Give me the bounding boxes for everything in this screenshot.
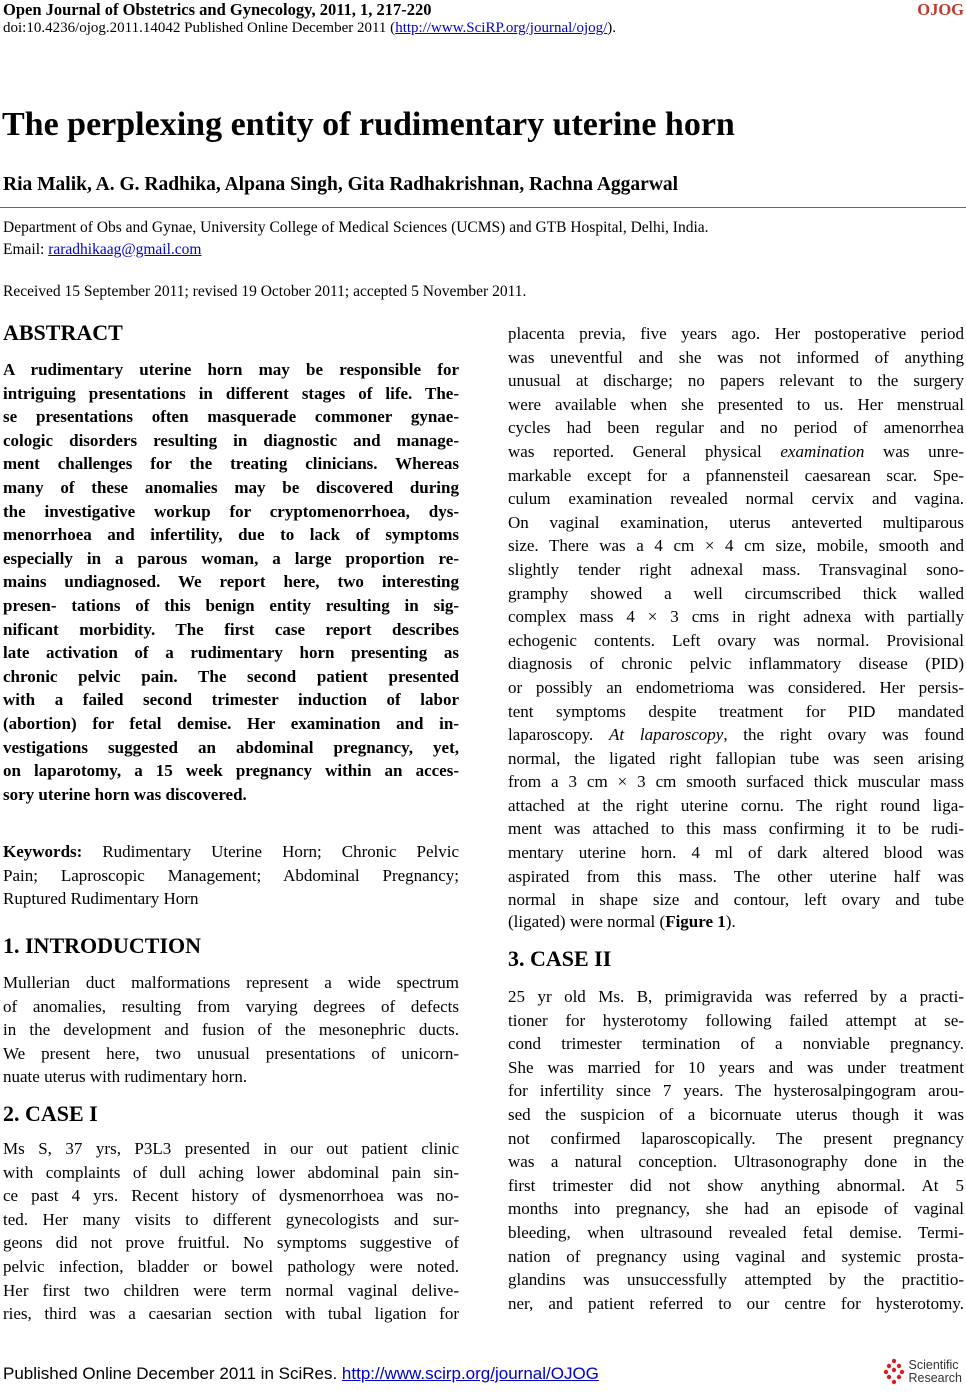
text-line: glandins was unsuccessfully attempted by the practitio- bbox=[508, 1270, 964, 1290]
email-label: Email: bbox=[3, 241, 49, 258]
received-dates: Received 15 September 2011; revised 19 October 2011; accepted 5 November 2011. bbox=[3, 283, 527, 300]
text-line: the investigative workup for cryptomenorrhoea, dys- bbox=[3, 501, 459, 521]
author-list: Ria Malik, A. G. Radhika, Alpana Singh, Gita Radhakrishnan, Rachna Aggarwal bbox=[3, 174, 679, 195]
text-line: attached at the right uterine cornu. The right round liga- bbox=[508, 795, 964, 815]
text-line: intriguing presentations in different stages of life. The- bbox=[3, 383, 459, 403]
text-line: from a 3 cm × 3 cm smooth surfaced thick muscular mass bbox=[508, 772, 964, 792]
journal-abbreviation: OJOG bbox=[917, 0, 964, 19]
text-line: vestigations suggested an abdominal pregnancy, yet, bbox=[3, 737, 459, 757]
text-line: nation of pregnancy using vaginal and systemic prosta- bbox=[508, 1246, 964, 1266]
text-line: months into pregnancy, she had an episode of vaginal bbox=[508, 1199, 964, 1219]
footer-journal-link[interactable]: http://www.scirp.org/journal/OJOG bbox=[341, 1364, 599, 1383]
keywords-line: Pain; Laproscopic Management; Abdominal Pregnancy; bbox=[3, 865, 459, 885]
introduction-body bbox=[3, 971, 459, 1089]
text-line: echogenic contents. Left ovary was normal. Provisional bbox=[508, 630, 964, 650]
text-line: Mullerian duct malformations represent a wide spectrum bbox=[3, 973, 459, 992]
paper-title: The perplexing entity of rudimentary uterine horn bbox=[2, 106, 735, 143]
text-line: menorrhoea and infertility, due to lack of symptoms bbox=[3, 525, 459, 545]
text-line: aspirated from this mass. The other uterine half was bbox=[508, 866, 964, 886]
text-line: sory uterine horn was discovered. bbox=[3, 784, 247, 804]
text-line: We present here, two unusual presentations of unicorn- bbox=[3, 1043, 459, 1063]
text-line: tioner for hysterotomy following failed attempt at se- bbox=[508, 1010, 964, 1030]
text-line: for infertility since 7 years. The hysterosalpingogram arou- bbox=[508, 1081, 964, 1101]
text-line: nificant morbidity. The first case report describes bbox=[3, 619, 459, 639]
text-line: ce past 4 yrs. Recent history of dysmenorrhoea was no- bbox=[3, 1186, 459, 1206]
text-line: sed the suspicion of a bicornuate uterus though it was bbox=[508, 1104, 964, 1124]
text-line: bleeding, when ultrasound revealed fetal demise. Termi- bbox=[508, 1222, 964, 1242]
text-line: late activation of a rudimentary horn presenting as bbox=[3, 643, 459, 663]
journal-url-link[interactable]: http://www.SciRP.org/journal/ojog/ bbox=[395, 20, 608, 36]
doi-suffix: ). bbox=[607, 20, 617, 36]
text-line: normal, the ligated right fallopian tube was seen arising bbox=[508, 748, 964, 768]
text-line: normal in shape size and contour, left ovary and tube bbox=[508, 890, 964, 910]
text-line: ment was attached to this mass confirming it to be rudi- bbox=[508, 819, 964, 839]
publisher-logo bbox=[883, 1358, 963, 1386]
text-line: Ms S, 37 yrs, P3L3 presented in our out patient clinic bbox=[3, 1139, 459, 1158]
email-line bbox=[3, 241, 202, 259]
keywords-block bbox=[3, 840, 459, 911]
text-line: ner, and patient referred to our centre for hysterotomy. bbox=[508, 1293, 964, 1313]
text-line: (abortion) for fetal demise. Her examination and in- bbox=[3, 713, 459, 733]
text-line: nuate uterus with rudimentary horn. bbox=[3, 1067, 248, 1087]
keywords-line: Keywords: Rudimentary Uterine Horn; Chronic Pelvic bbox=[3, 842, 459, 861]
text-line: presen- tations of this benign entity resulting in sig- bbox=[3, 595, 459, 615]
text-line: unusual at discharge; no papers relevant to the surgery bbox=[508, 371, 964, 391]
text-line: laparoscopy. At laparoscopy, the right ovary was found bbox=[508, 725, 964, 745]
text-line: se presentations often masquerade commoner gynae- bbox=[3, 407, 459, 427]
footer-published: Published Online December 2011 in SciRes. http://www.scirp.org/journal/OJOG bbox=[3, 1364, 599, 1383]
text-line: cologic disorders resulting in diagnostic and manage- bbox=[3, 430, 459, 450]
text-line: ment challenges for the treating clinicians. Whereas bbox=[3, 454, 459, 474]
text-line: 25 yr old Ms. B, primigravida was referred by a practi- bbox=[508, 987, 964, 1006]
abstract-heading: ABSTRACT bbox=[3, 320, 123, 345]
case2-heading: 3. CASE II bbox=[508, 946, 612, 971]
text-line: was uneventful and she was not informed of anything bbox=[508, 347, 964, 367]
text-line: culum examination revealed normal cervix and vagina. bbox=[508, 489, 964, 509]
doi-prefix: doi:10.4236/ojog.2011.14042 Published Online December 2011 ( bbox=[3, 20, 396, 36]
email-link[interactable]: raradhikaag@gmail.com bbox=[48, 241, 202, 258]
text-line: with complaints of dull aching lower abdominal pain sin- bbox=[3, 1162, 459, 1182]
text-line: or possibly an endometrioma was considered. Her persis- bbox=[508, 677, 964, 697]
text-line: many of these anomalies may be discovered during bbox=[3, 477, 459, 497]
text-line: A rudimentary uterine horn may be responsible for bbox=[3, 360, 459, 379]
case2-body bbox=[508, 985, 964, 1315]
logo-text: Scientific Research bbox=[908, 1358, 962, 1385]
text-line: with a failed second trimester induction of labor bbox=[3, 690, 459, 710]
text-line: gramphy showed a well circumscribed thick walled bbox=[508, 583, 964, 603]
keywords-label: Keywords: bbox=[3, 842, 83, 861]
text-line: on laparotomy, a 15 week pregnancy within an acces- bbox=[3, 761, 459, 781]
title-divider bbox=[0, 207, 966, 208]
text-line: cycles had been regular and no period of amenorrhea bbox=[508, 418, 964, 438]
text-line: chronic pelvic pain. The second patient presented bbox=[3, 666, 459, 686]
text-line: mentary uterine horn. 4 ml of dark altered blood was bbox=[508, 843, 964, 863]
text-line: Her first two children were term normal vaginal delive- bbox=[3, 1280, 459, 1300]
text-line: in the development and fusion of the mesonephric ducts. bbox=[3, 1020, 459, 1040]
text-line: was a natural conception. Ultrasonography done in the bbox=[508, 1152, 964, 1172]
text-line: complex mass 4 × 3 cms in right adnexa with partially bbox=[508, 607, 964, 627]
text-line: especially in a parous woman, a large proportion re- bbox=[3, 548, 459, 568]
introduction-heading: 1. INTRODUCTION bbox=[3, 933, 202, 958]
case1-heading: 2. CASE I bbox=[3, 1101, 98, 1126]
text-line: placenta previa, five years ago. Her postoperative period bbox=[508, 324, 964, 343]
scientific-research-logo-icon bbox=[883, 1358, 905, 1386]
text-line: were available when she presented to us. Her menstrual bbox=[508, 394, 964, 414]
text-line: first trimester did not show anything abnormal. At 5 bbox=[508, 1175, 964, 1195]
text-line: ries, third was a caesarian section with tubal ligation for bbox=[3, 1304, 459, 1324]
text-line: geons did not prove fruitful. No symptoms suggestive of bbox=[3, 1233, 459, 1253]
text-line: mains undiagnosed. We report here, two interesting bbox=[3, 572, 459, 592]
case1-continued-body bbox=[508, 322, 964, 912]
affiliation: Department of Obs and Gynae, University College of Medical Sciences (UCMS) and GTB Hospital, Delhi, India. bbox=[3, 219, 709, 236]
text-line: She was married for 10 years and was under treatment bbox=[508, 1057, 964, 1077]
text-line: On vaginal examination, uterus anteverted multiparous bbox=[508, 512, 964, 532]
text-line: ted. Her many visits to different gynecologists and sur- bbox=[3, 1209, 459, 1229]
case1-body bbox=[3, 1137, 459, 1326]
case1-final-line: (ligated) were normal (Figure 1). bbox=[508, 912, 736, 931]
text-line: of anomalies, resulting from varying degrees of defects bbox=[3, 996, 459, 1016]
journal-citation: Open Journal of Obstetrics and Gynecology, 2011, 1, 217-220 bbox=[3, 0, 432, 19]
text-line: was reported. General physical examination was unre- bbox=[508, 441, 964, 461]
text-line: cond trimester termination of a nonviable pregnancy. bbox=[508, 1034, 964, 1054]
text-line: tent symptoms despite treatment for PID mandated bbox=[508, 701, 964, 721]
keywords-line: Ruptured Rudimentary Horn bbox=[3, 889, 199, 909]
text-line: markable except for a pfannensteil caesarean scar. Spe- bbox=[508, 465, 964, 485]
text-line: not confirmed laparoscopically. The present pregnancy bbox=[508, 1128, 964, 1148]
text-line: pelvic infection, bladder or bowel pathology were noted. bbox=[3, 1256, 459, 1276]
figure-reference[interactable]: Figure 1 bbox=[665, 912, 726, 931]
text-line: slightly tender right adnexal mass. Transvaginal sono- bbox=[508, 559, 964, 579]
text-line: diagnosis of chronic pelvic inflammatory disease (PID) bbox=[508, 654, 964, 674]
abstract-body bbox=[3, 358, 459, 806]
text-line: size. There was a 4 cm × 4 cm size, mobile, smooth and bbox=[508, 536, 964, 556]
doi-line bbox=[3, 20, 616, 37]
